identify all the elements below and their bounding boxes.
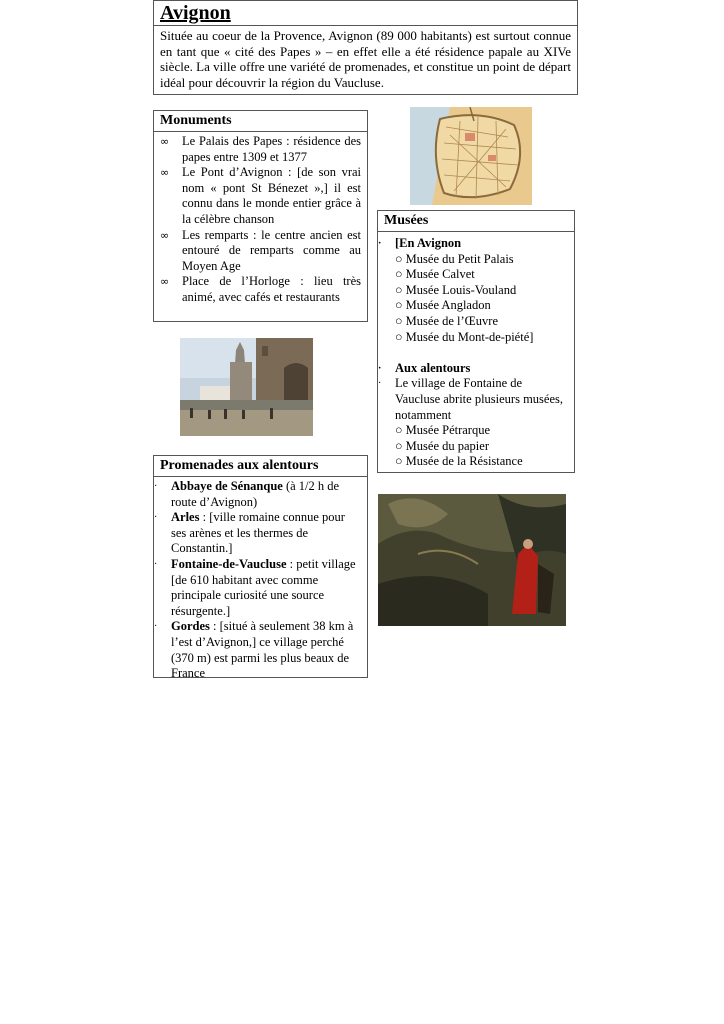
page-title: Avignon bbox=[154, 1, 577, 26]
list-item: ○ Musée du Petit Palais bbox=[395, 251, 514, 266]
monuments-list bbox=[154, 132, 367, 306]
list-item: ○ Musée Calvet bbox=[395, 267, 475, 282]
list-item: ○ Musée du Mont-de-piété] bbox=[395, 329, 534, 344]
list-item: ○ Musée du papier bbox=[395, 438, 489, 453]
list-item: · Gordes : [situé à seulement 38 km à l’est d’Avignon,] ce village perché (370 m) est parmi les plus beaux de France bbox=[154, 619, 354, 681]
city-map-image bbox=[410, 107, 532, 205]
bullet-icon: · bbox=[154, 512, 158, 524]
bullet-icon: · bbox=[154, 621, 158, 633]
list-item: ∞ Le Palais des Papes : résidence des papes entre 1309 et 1377 bbox=[160, 134, 361, 164]
list-item: ○ Musée de l’Œuvre bbox=[395, 313, 499, 328]
list-item: ○ Musée de la Résistance bbox=[395, 454, 523, 469]
list-item: ∞ Les remparts : le centre ancien est entouré de remparts comme au Moyen Age bbox=[160, 227, 361, 273]
bullet-icon: · bbox=[378, 362, 382, 374]
list-item: ○ Musée Pétrarque bbox=[395, 423, 491, 438]
painting-image bbox=[378, 494, 566, 626]
list-item: ∞ Le Pont d’Avignon : [de son vrai nom « pont St Bénezet »,] il est connu dans le monde entier grâce à la célèbre chanson bbox=[160, 165, 361, 226]
walks-heading: Promenades aux alentours bbox=[154, 456, 367, 477]
bullet-icon: · bbox=[154, 558, 158, 570]
list-item: · Arles : [ville romaine connue pour ses arènes et les thermes de Constantin.] bbox=[154, 510, 345, 556]
list-item: ○ Musée Angladon bbox=[395, 298, 491, 313]
intro-text: Située au coeur de la Provence, Avignon (89 000 habitants) est surtout connue en tant que « cité des Papes » – en effet elle a été résidence papale au XIVe siècle. La ville offre une variété de promenades, et constitue un point de départ idéal pour découvrir la région du Vaucluse. bbox=[160, 28, 571, 91]
infinity-bullet-icon: ∞ bbox=[160, 228, 170, 242]
bullet-icon: · bbox=[154, 481, 158, 492]
walks-list bbox=[154, 477, 367, 682]
bullet-icon: · bbox=[378, 238, 382, 249]
list-item: ○ Musée Louis-Vouland bbox=[395, 282, 517, 297]
infinity-bullet-icon: ∞ bbox=[160, 275, 170, 289]
monuments-box bbox=[153, 110, 368, 322]
bullet-icon: · bbox=[378, 378, 382, 390]
intro-box bbox=[153, 0, 578, 95]
list-item: · Abbaye de Sénanque (à 1/2 h de route d’Avignon) bbox=[154, 479, 340, 509]
infinity-bullet-icon: ∞ bbox=[160, 135, 170, 148]
list-item: ∞ Place de l’Horloge : lieu très animé, avec cafés et restaurants bbox=[160, 274, 361, 304]
walks-box bbox=[153, 455, 368, 681]
list-item: · Le village de Fontaine de Vaucluse abrite plusieurs musées, notamment bbox=[378, 376, 564, 422]
museums-list: · [En Avignon ○ Musée du Petit Palais ○ Musée Calvet ○ Musée Louis-Vouland ○ Musée Angladon ○ Musée de l’Œuvre ○ Musée du Mont-de-piété] · Aux alentours · Le village de Fontaine de Vaucluse abrite plusieurs musées, notamment ○ Musée Pétrarque ○ Musée du papier ○ Musée de la Résistance bbox=[378, 232, 574, 470]
infinity-bullet-icon: ∞ bbox=[160, 166, 170, 180]
museums-box bbox=[377, 210, 575, 473]
list-item: · Fontaine-de-Vaucluse : petit village [de 610 habitant avec comme principale curiosité une source résurgente.] bbox=[154, 556, 356, 618]
museums-heading: Musées bbox=[378, 211, 574, 232]
monuments-heading: Monuments bbox=[154, 111, 367, 132]
palace-photo bbox=[180, 338, 313, 436]
